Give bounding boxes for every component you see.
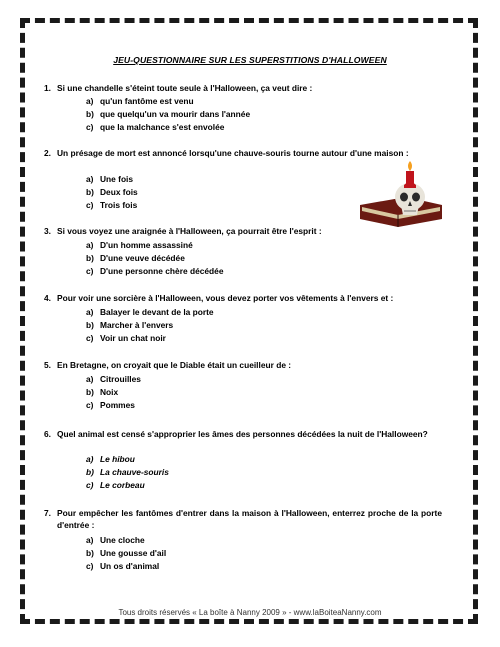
question-number: 4. [44, 293, 51, 303]
option-5a: a) Citrouilles [86, 374, 141, 384]
question-text: Quel animal est censé s'approprier les âmes des personnes décédées la nuit de l'Halloween? [57, 429, 428, 439]
question-text: Si vous voyez une araignée à l'Halloween, ça pourrait être l'esprit : [57, 226, 322, 236]
option-2c: c) Trois fois [86, 200, 138, 210]
option-7a: a) Une cloche [86, 535, 145, 545]
option-4b: b) Marcher à l'envers [86, 320, 174, 330]
question-text: Pour voir une sorcière à l'Halloween, vous devez porter vos vêtements à l'envers et : [57, 293, 394, 303]
option-2a: a) Une fois [86, 174, 134, 184]
candle-skull-illustration [358, 161, 444, 227]
option-6b: b) La chauve-souris [86, 467, 169, 477]
option-5b: b) Noix [86, 387, 119, 397]
page-title: JEU-QUESTIONNAIRE SUR LES SUPERSTITIONS D'HALLOWEEN [113, 55, 387, 65]
question-6 [44, 429, 442, 441]
question-text: Si une chandelle s'éteint toute seule à l'Halloween, ça veut dire : [57, 83, 313, 93]
question-2 [44, 148, 442, 160]
option-3b: b) D'une veuve décédée [86, 253, 185, 263]
option-5c: c) Pommes [86, 400, 135, 410]
option-1a: a) qu'un fantôme est venu [86, 96, 194, 106]
option-6c: c) Le corbeau [86, 480, 145, 490]
option-7c: c) Un os d'animal [86, 561, 160, 571]
question-7 [44, 508, 442, 531]
question-number: 6. [44, 429, 51, 439]
option-1c: c) que la malchance s'est envolée [86, 122, 225, 132]
option-7b: b) Une gousse d'ail [86, 548, 167, 558]
question-number: 5. [44, 360, 51, 370]
question-3 [44, 226, 442, 238]
option-6a: a) Le hibou [86, 454, 135, 464]
option-2b: b) Deux fois [86, 187, 138, 197]
question-text: En Bretagne, on croyait que le Diable était un cueilleur de : [57, 360, 292, 370]
question-number: 7. [44, 508, 51, 518]
option-1b: b) que quelqu'un va mourir dans l'année [86, 109, 251, 119]
option-4c: c) Voir un chat noir [86, 333, 166, 343]
page-footer: Tous droits réservés « La boîte à Nanny 2009 » - www.laBoiteaNanny.com [118, 608, 382, 617]
question-5 [44, 360, 442, 372]
option-3a: a) D'un homme assassiné [86, 240, 193, 250]
question-text: Un présage de mort est annoncé lorsqu'une chauve-souris tourne autour d'une maison : [57, 148, 409, 158]
question-number: 2. [44, 148, 51, 158]
question-number: 1. [44, 83, 51, 93]
question-text: Pour empêcher les fantômes d'entrer dans la maison à l'Halloween, enterrez proche de la porte d'entrée : [57, 508, 442, 530]
question-1 [44, 83, 442, 95]
question-number: 3. [44, 226, 51, 236]
option-3c: c) D'une personne chère décédée [86, 266, 224, 276]
question-4 [44, 293, 442, 305]
option-4a: a) Balayer le devant de la porte [86, 307, 214, 317]
candle-icon [404, 161, 416, 188]
